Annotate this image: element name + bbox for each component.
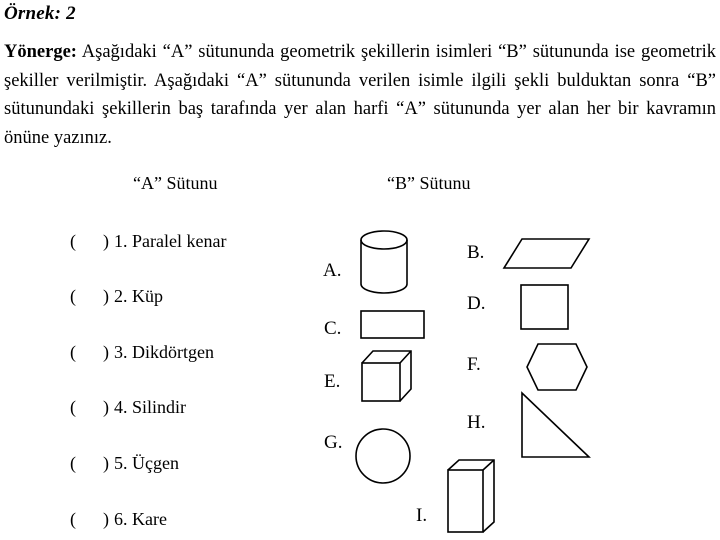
answer-blank[interactable]: ( ) [70, 453, 109, 473]
shape-letter-i: I. [416, 505, 428, 526]
square-shape [521, 285, 568, 329]
answer-blank[interactable]: ( ) [70, 231, 109, 251]
item-label: 1. Paralel kenar [114, 231, 227, 251]
instruction-text: Aşağıdaki “A” sütununda geometrik şekillerin isimleri “B” sütununda ise geometrik şekiller verilmiştir. Aşağıdaki “A” sütununda verilen isimle ilgili şekli bulduktan sonra “B” sütunundaki şekillerin baş tarafında yer alan harfi “A” sütununda yer alan her bir kavramın önüne yazınız. [4, 42, 716, 148]
answer-blank[interactable]: ( ) [70, 397, 109, 417]
item-label: 5. Üçgen [114, 453, 179, 473]
shape-letter-d: D. [467, 293, 486, 314]
column-a-heading: “A” Sütunu [133, 173, 218, 193]
rectangular-prism-shape [448, 460, 494, 532]
item-label: 3. Dikdörtgen [114, 342, 214, 362]
circle-shape [356, 429, 410, 483]
cylinder-shape [361, 231, 407, 293]
shape-letter-a: A. [323, 260, 342, 281]
cube-shape [362, 351, 411, 401]
shape-letter-c: C. [324, 318, 342, 339]
answer-blank[interactable]: ( ) [70, 286, 109, 306]
item-label: 6. Kare [114, 509, 167, 529]
instruction-label: Yönerge: [4, 42, 77, 62]
shape-letter-h: H. [467, 412, 486, 433]
shape-letter-e: E. [324, 371, 341, 392]
item-label: 4. Silindir [114, 397, 187, 417]
rectangle-shape [361, 311, 424, 338]
answer-blank[interactable]: ( ) [70, 509, 109, 529]
shape-letter-b: B. [467, 242, 485, 263]
shape-letter-g: G. [324, 432, 343, 453]
column-b-heading: “B” Sütunu [387, 173, 471, 193]
parallelogram-shape [504, 239, 589, 268]
item-label: 2. Küp [114, 286, 163, 306]
answer-blank[interactable]: ( ) [70, 342, 109, 362]
example-title: Örnek: 2 [4, 3, 76, 24]
right-triangle-shape [522, 393, 589, 457]
hexagon-shape [527, 344, 587, 390]
shape-letter-f: F. [467, 354, 481, 375]
